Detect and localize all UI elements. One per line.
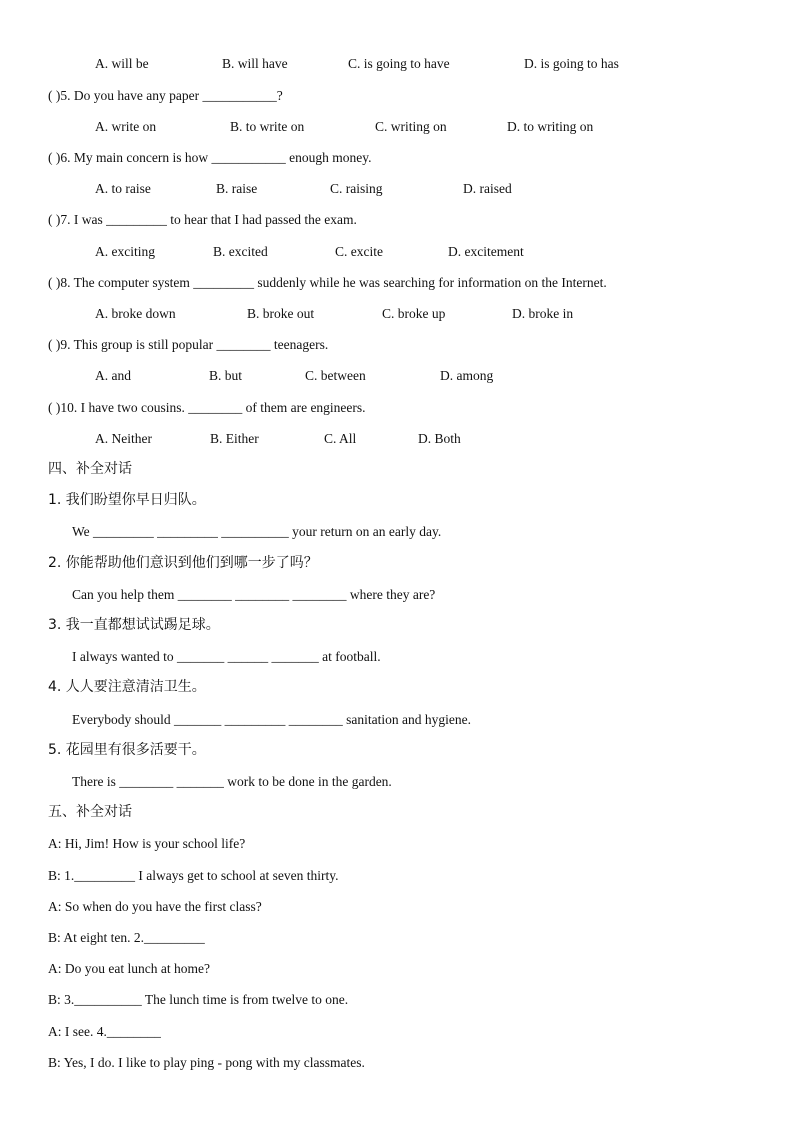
option-b: B. broke out: [247, 306, 315, 321]
dialogue-line: A: So when do you have the first class?: [48, 899, 262, 914]
option-b: B. excited: [213, 244, 268, 259]
option-a: A. write on: [95, 119, 157, 134]
option-b: B. Either: [210, 431, 259, 446]
section-4-item-4-en: Everybody should _______ _________ ________ sanitation and hygiene.: [72, 712, 471, 727]
dialogue-line: B: At eight ten. 2._________: [48, 930, 205, 945]
option-b: B. will have: [222, 56, 288, 71]
option-b: B. but: [209, 368, 243, 383]
option-a: A. Neither: [95, 431, 152, 446]
dialogue-line: A: I see. 4.________: [48, 1024, 161, 1039]
section-4-item-1-en: We _________ _________ __________ your return on an early day.: [72, 524, 442, 539]
question-7-stem: ( )7. I was _________ to hear that I had passed the exam.: [48, 212, 357, 227]
dialogue-line: B: 3.__________ The lunch time is from twelve to one.: [48, 992, 349, 1007]
option-d: D. is going to has: [524, 56, 619, 71]
dialogue-line: A: Do you eat lunch at home?: [48, 961, 210, 976]
option-d: D. excitement: [448, 244, 524, 259]
option-d: D. among: [440, 368, 494, 383]
question-10-stem: ( )10. I have two cousins. ________ of them are engineers.: [48, 400, 366, 415]
question-5-stem: ( )5. Do you have any paper ___________?: [48, 88, 283, 103]
section-4-item-2-en: Can you help them ________ ________ ________ where they are?: [72, 587, 436, 602]
section-4-item-4-cn: 4. 人人要注意清洁卫生。: [48, 679, 206, 695]
section-4-item-5-cn: 5. 花园里有很多活要干。: [48, 742, 206, 758]
section-4-item-3-cn: 3. 我一直都想试试踢足球。: [48, 617, 220, 633]
option-c: C. broke up: [382, 306, 446, 321]
section-4-item-2-cn: 2. 你能帮助他们意识到他们到哪一步了吗？: [48, 555, 318, 571]
option-c: C. between: [305, 368, 366, 383]
option-a: A. exciting: [95, 244, 155, 259]
section-4-item-1-cn: 1. 我们盼望你早日归队。: [48, 492, 206, 508]
option-c: C. raising: [330, 181, 383, 196]
option-a: A. broke down: [95, 306, 176, 321]
question-6-stem: ( )6. My main concern is how ___________ enough money.: [48, 150, 372, 165]
section-4-item-5-en: There is ________ _______ work to be done in the garden.: [72, 774, 392, 789]
option-c: C. is going to have: [348, 56, 450, 71]
option-c: C. excite: [335, 244, 383, 259]
option-b: B. to write on: [230, 119, 305, 134]
option-d: D. to writing on: [507, 119, 594, 134]
dialogue-line: B: 1._________ I always get to school at seven thirty.: [48, 868, 339, 883]
section-4-item-3-en: I always wanted to _______ ______ _______ at football.: [72, 649, 381, 664]
question-9-stem: ( )9. This group is still popular ________ teenagers.: [48, 337, 329, 352]
section-4-heading: 四、补全对话: [48, 461, 132, 477]
section-5-heading: 五、补全对话: [48, 804, 132, 820]
option-c: C. All: [324, 431, 357, 446]
question-8-stem: ( )8. The computer system _________ suddenly while he was searching for information on the Internet.: [48, 275, 607, 290]
option-a: A. and: [95, 368, 131, 383]
dialogue-line: A: Hi, Jim! How is your school life?: [48, 836, 246, 851]
option-d: D. Both: [418, 431, 461, 446]
option-d: D. broke in: [512, 306, 574, 321]
dialogue-line: B: Yes, I do. I like to play ping - pong with my classmates.: [48, 1055, 365, 1070]
option-c: C. writing on: [375, 119, 447, 134]
option-b: B. raise: [216, 181, 258, 196]
option-a: A. will be: [95, 56, 149, 71]
option-a: A. to raise: [95, 181, 151, 196]
option-d: D. raised: [463, 181, 512, 196]
